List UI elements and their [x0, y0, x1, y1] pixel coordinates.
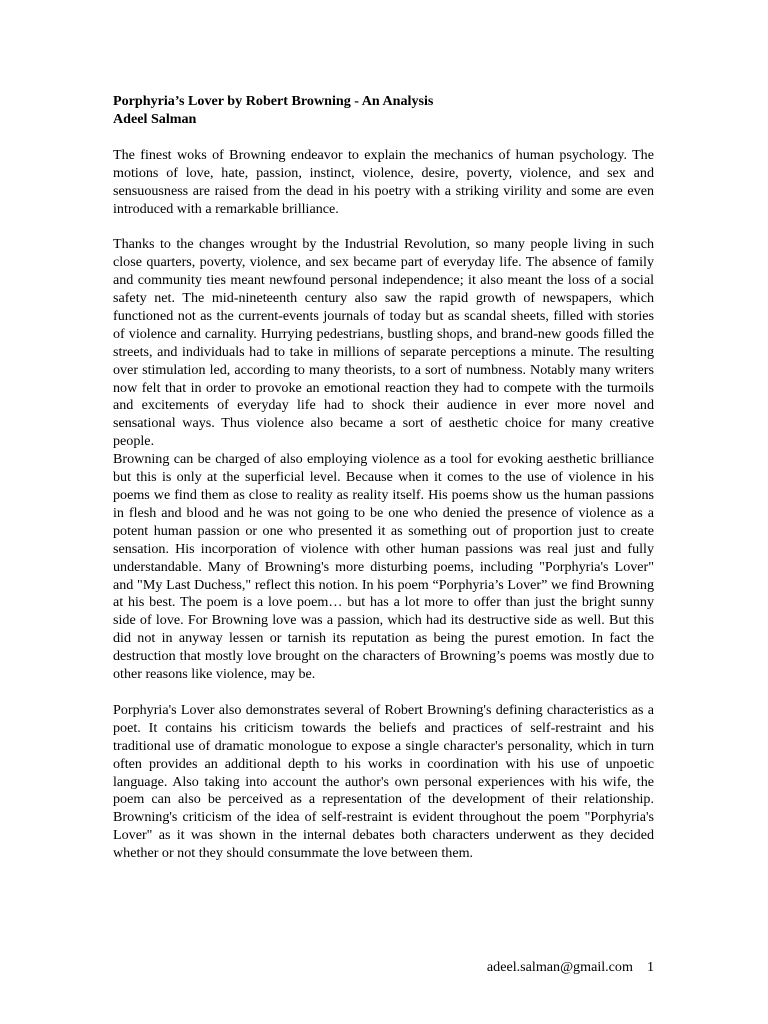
paragraph-characteristics: Porphyria's Lover also demonstrates several of Robert Browning's defining characteristics as a poet. It contains his criticism towards the beliefs and practices of self-restraint and his traditional use of dramatic monologue to expose a single character's personality, which in turn often provides an additional depth to his works in coordination with his use of unpoetic language. Also taking into account the author's own personal experiences with his wife, the poem can also be perceived as a representation of the development of their relationship. Browning's criticism of the idea of self-restraint is evident throughout the poem "Porphyria's Lover" as it was shown in the internal debates both characters underwent as they decided whether or not they should consummate the love between them.: [113, 701, 654, 862]
document-author: Adeel Salman: [113, 110, 197, 127]
document-page: [113, 93, 654, 863]
title-block: [113, 93, 654, 129]
paragraph-intro: The finest woks of Browning endeavor to explain the mechanics of human psychology. The motions of love, hate, passion, instinct, violence, desire, poverty, violence, and sex and sensuousness are raised from the dead in his poetry with a striking virility and some are even introduced with a remarkable brilliance.: [113, 146, 654, 217]
footer-email: adeel.salman@gmail.com: [486, 959, 633, 975]
page-number: 1: [646, 959, 654, 975]
page-footer: [487, 958, 654, 976]
document-title: Porphyria’s Lover by Robert Browning - An Analysis: [113, 93, 434, 109]
paragraph-violence: Browning can be charged of also employing violence as a tool for evoking aesthetic brilliance but this is only at the superficial level. Because when it comes to the use of violence in his poems we find them as close to reality as reality itself. His poems show us the human passions in flesh and blood and he was not going to be one who denied the presence of violence as a potent human passion or one who presented it as something out of proportion just to create sensation. His incorporation of violence with other human passions was real just and fully understandable. Many of Browning's more disturbing poems, including "Porphyria's Lover" and "My Last Duchess," reflect this notion. In his poem “Porphyria’s Lover” we find Browning at his best. The poem is a love poem… but has a lot more to offer than just the bright sunny side of love. For Browning love was a passion, which had its destructive side as well. But this did not in anyway lessen or tarnish its reputation as being the purest emotion. In fact the destruction that mostly love brought on the characters of Browning’s poems was mostly due to other reasons like violence, may be.: [113, 451, 654, 683]
paragraph-industrial-revolution: Thanks to the changes wrought by the Industrial Revolution, so many people living in such close quarters, poverty, violence, and sex became part of everyday life. The absence of family and community ties meant newfound personal independence; it also meant the loss of a social safety net. The mid-nineteenth century also saw the rapid growth of newspapers, which functioned not as the current-events journals of today but as scandal sheets, filled with stories of violence and carnality. Hurrying pedestrians, bustling shops, and brand-new goods filled the streets, and individuals had to take in millions of separate perceptions a minute. The resulting over stimulation led, according to many theorists, to a sort of numbness. Notably many writers now felt that in order to provoke an emotional reaction they had to compete with the turmoils and excitements of everyday life had to shock their audience in ever more novel and sensational ways. Thus violence also became a sort of aesthetic choice for many creative people.: [113, 236, 654, 450]
